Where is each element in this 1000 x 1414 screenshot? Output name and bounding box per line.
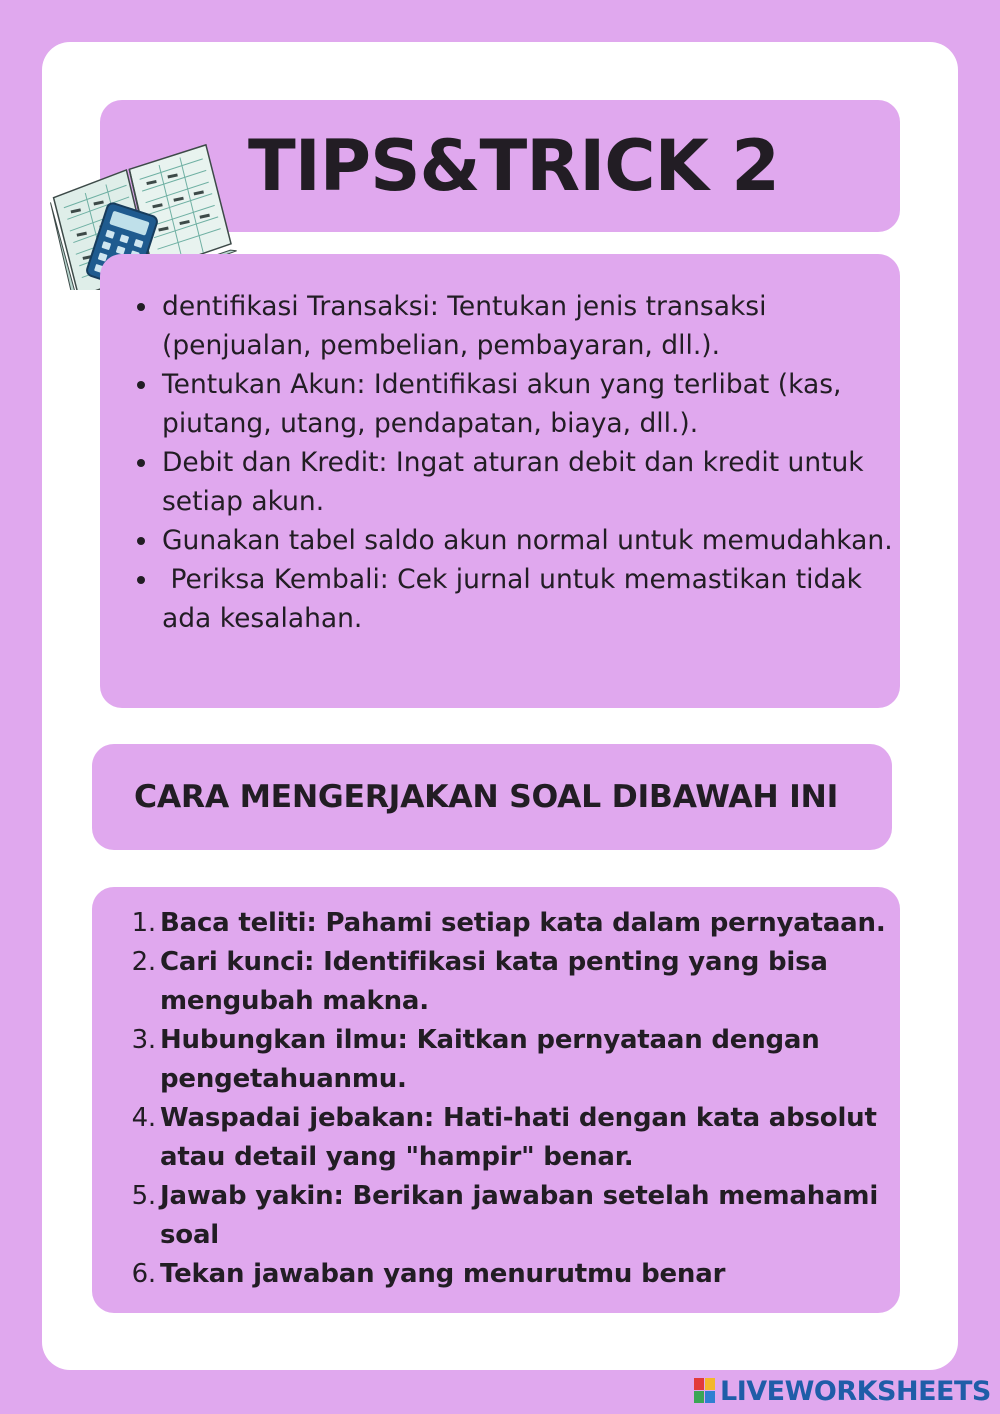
liveworksheets-brand[interactable] bbox=[694, 1376, 991, 1406]
list-item bbox=[118, 1021, 898, 1099]
list-item bbox=[118, 904, 898, 943]
step-text: Cari kunci: Identifikasi kata penting yang bisa mengubah makna. bbox=[160, 947, 828, 1016]
brand-name: LIVEWORKSHEETS bbox=[720, 1375, 991, 1407]
step-text: Hubungkan ilmu: Kaitkan pernyataan dengan pengetahuanmu. bbox=[160, 1025, 820, 1094]
liveworksheets-logo-icon bbox=[694, 1378, 716, 1404]
list-item bbox=[118, 943, 898, 1021]
step-number: 4. bbox=[131, 1103, 156, 1133]
step-number: 5. bbox=[131, 1181, 156, 1211]
step-number: 1. bbox=[131, 908, 156, 938]
list-item bbox=[118, 1255, 898, 1294]
step-text: Baca teliti: Pahami setiap kata dalam pernyataan. bbox=[160, 908, 886, 938]
step-text: Tekan jawaban yang menurutmu benar bbox=[160, 1259, 726, 1289]
step-number: 2. bbox=[131, 947, 156, 977]
step-text: Waspadai jebakan: Hati-hati dengan kata absolut atau detail yang "hampir" benar. bbox=[160, 1103, 877, 1172]
list-item bbox=[118, 1099, 898, 1177]
step-number: 6. bbox=[131, 1259, 156, 1289]
tips-list bbox=[128, 287, 912, 638]
page-title: TIPS&TRICK 2 bbox=[248, 125, 779, 207]
step-text: Jawab yakin: Berikan jawaban setelah memahami soal bbox=[160, 1181, 879, 1250]
section-heading: CARA MENGERJAKAN SOAL DIBAWAH INI bbox=[134, 779, 838, 815]
list-item: dentifikasi Transaksi: Tentukan jenis transaksi (penjualan, pembelian, pembayaran, dll.). bbox=[162, 287, 912, 365]
list-item: Periksa Kembali: Cek jurnal untuk memastikan tidak ada kesalahan. bbox=[162, 560, 912, 638]
steps-list bbox=[118, 904, 898, 1294]
list-item: Gunakan tabel saldo akun normal untuk memudahkan. bbox=[162, 521, 912, 560]
list-item: Tentukan Akun: Identifikasi akun yang terlibat (kas, piutang, utang, pendapatan, biaya, dll.). bbox=[162, 365, 912, 443]
step-number: 3. bbox=[131, 1025, 156, 1055]
list-item: Debit dan Kredit: Ingat aturan debit dan kredit untuk setiap akun. bbox=[162, 443, 912, 521]
list-item bbox=[118, 1177, 898, 1255]
